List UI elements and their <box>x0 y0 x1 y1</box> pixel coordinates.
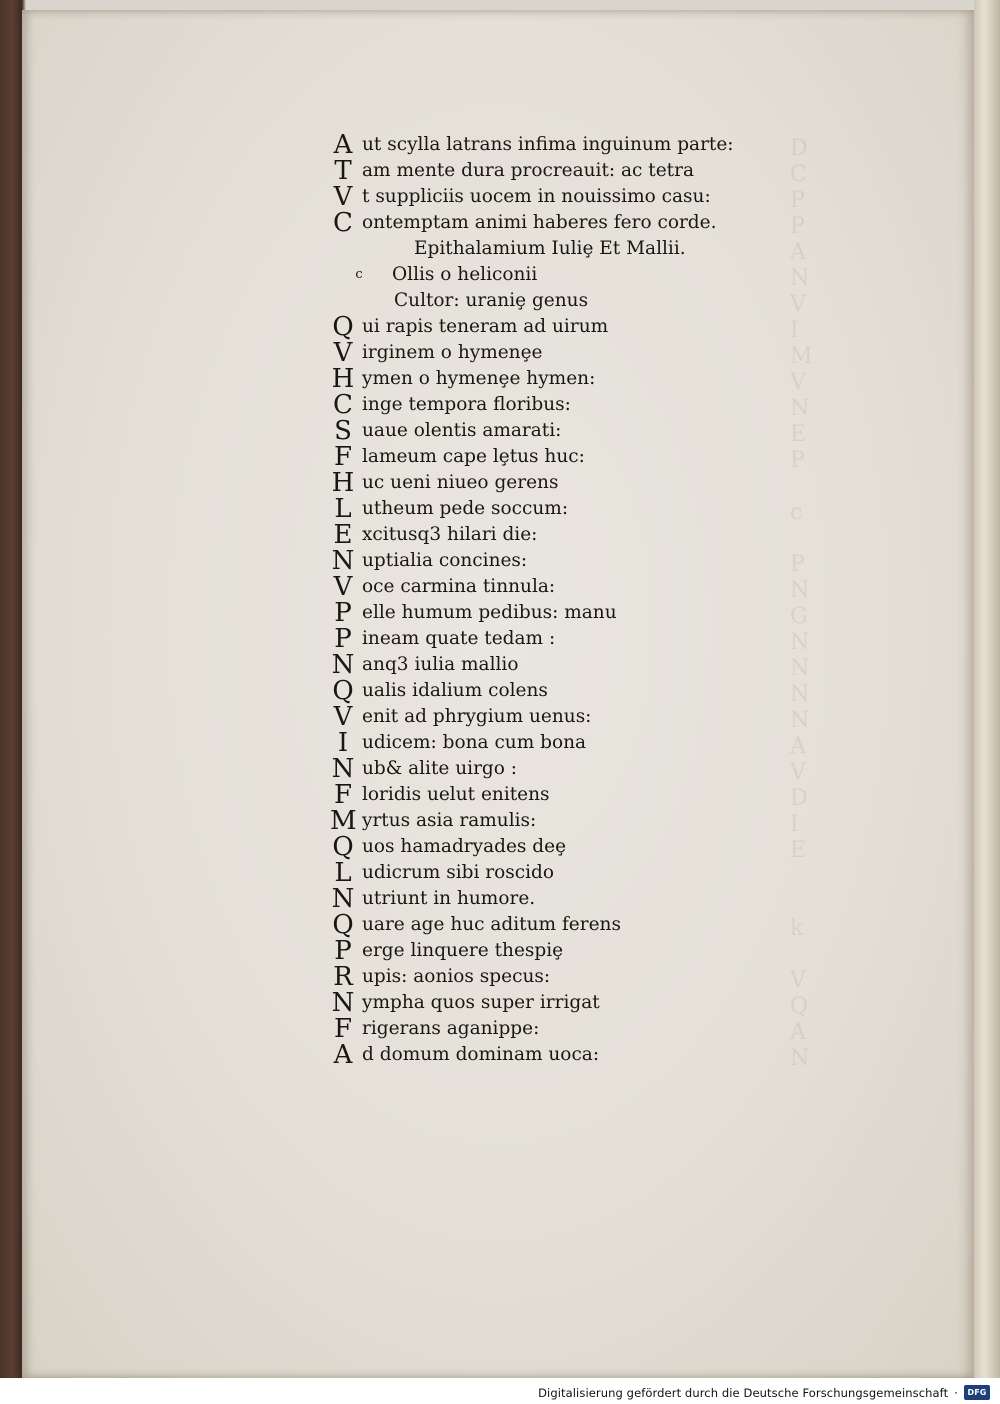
footer: Digitalisierung gefördert durch die Deutsche Forschungsgemeinschaft · DFG <box>538 1385 990 1400</box>
text-line <box>330 678 734 704</box>
line-text: uptialia concines: <box>362 550 528 571</box>
initial-letter: E <box>333 520 353 550</box>
line-text: inge tempora floribus: <box>362 394 571 415</box>
text-line <box>330 444 734 470</box>
line-text: rigerans aganippe: <box>362 1018 540 1039</box>
text-line <box>330 626 734 652</box>
initial-letter: P <box>334 936 352 966</box>
guide-letter: c <box>355 267 363 282</box>
line-text: uare age huc aditum ferens <box>362 914 621 935</box>
line-text: uaue olentis amarati: <box>362 420 562 441</box>
text-line <box>330 1042 734 1068</box>
initial-letter: F <box>333 442 353 472</box>
show-through-text: D C P P A N V I M V N E P c P N G N N N N A V D I E k V Q A N <box>790 136 813 1066</box>
text-line <box>330 470 734 496</box>
text-line <box>330 184 734 210</box>
line-text: ineam quate tedam : <box>362 628 556 649</box>
initial-letter: S <box>334 416 352 446</box>
text-line <box>330 964 734 990</box>
text-line <box>330 730 734 756</box>
text-line <box>330 366 734 392</box>
text-line <box>330 418 734 444</box>
text-line <box>330 886 734 912</box>
line-text: ymen o hymenȩe hymen: <box>362 368 596 389</box>
text-line <box>330 938 734 964</box>
line-text: xcitusq3 hilari die: <box>362 524 538 545</box>
initial-letter: P <box>334 598 352 628</box>
line-text: Epithalamium Iuliȩ Et Mallii. <box>414 238 686 259</box>
text-line <box>330 808 734 834</box>
line-text: uc ueni niueo gerens <box>362 472 559 493</box>
initial-letter: C <box>333 390 353 420</box>
text-line <box>330 392 734 418</box>
initial-letter: C <box>333 208 353 238</box>
poem-text-block <box>330 132 734 1068</box>
line-text: udicem: bona cum bona <box>362 732 587 753</box>
initial-letter: V <box>333 702 353 732</box>
line-text: am mente dura procreauit: ac tetra <box>362 160 694 181</box>
initial-letter: H <box>331 468 355 498</box>
line-text: oce carmina tinnula: <box>362 576 556 597</box>
initial-letter: L <box>334 494 352 524</box>
initial-letter: M <box>330 806 357 836</box>
text-line <box>330 912 734 938</box>
text-line <box>330 314 734 340</box>
line-text: uos hamadryades deȩ <box>362 836 567 857</box>
text-line <box>330 262 734 288</box>
initial-letter: Q <box>332 312 354 342</box>
line-text: Ollis o heliconii <box>392 264 538 285</box>
text-line <box>330 340 734 366</box>
initial-letter: V <box>333 338 353 368</box>
initial-letter: N <box>331 650 355 680</box>
page-edge <box>974 0 1000 1380</box>
line-text: ontemptam animi haberes fero corde. <box>362 212 717 233</box>
line-text: ub& alite uirgo : <box>362 758 518 779</box>
text-line <box>330 704 734 730</box>
line-text: ualis idalium colens <box>362 680 548 701</box>
initial-letter: N <box>331 884 355 914</box>
initial-letter: T <box>334 156 352 186</box>
initial-letter: N <box>331 546 355 576</box>
initial-letter: L <box>334 858 352 888</box>
line-text: irginem o hymenȩe <box>362 342 543 363</box>
dfg-logo: DFG <box>964 1385 990 1400</box>
text-line <box>330 132 734 158</box>
line-text: utheum pede soccum: <box>362 498 569 519</box>
initial-letter: N <box>331 988 355 1018</box>
text-line <box>330 210 734 236</box>
initial-letter: V <box>333 572 353 602</box>
footer-credit: Digitalisierung gefördert durch die Deutsche Forschungsgemeinschaft <box>538 1385 949 1400</box>
line-text: udicrum sibi roscido <box>362 862 555 883</box>
initial-letter: R <box>333 962 353 992</box>
initial-letter: F <box>333 1014 353 1044</box>
text-line <box>330 496 734 522</box>
text-line <box>330 1016 734 1042</box>
text-line <box>330 860 734 886</box>
line-text: t suppliciis uocem in nouissimo casu: <box>362 186 711 207</box>
initial-letter: Q <box>332 832 354 862</box>
initial-letter: A <box>333 130 353 160</box>
line-text: lameum cape lȩtus huc: <box>362 446 585 467</box>
text-line <box>330 600 734 626</box>
line-text: anq3 iulia mallio <box>362 654 519 675</box>
line-text: ui rapis teneram ad uirum <box>362 316 609 337</box>
text-line <box>330 782 734 808</box>
line-text: ympha quos super irrigat <box>362 992 600 1013</box>
initial-letter: I <box>337 728 349 758</box>
poem-title <box>330 236 734 262</box>
text-line <box>330 522 734 548</box>
line-text: loridis uelut enitens <box>362 784 550 805</box>
text-line <box>330 288 734 314</box>
line-text: utriunt in humore. <box>362 888 536 909</box>
line-text: Cultor: uraniȩ genus <box>394 290 589 311</box>
text-line <box>330 574 734 600</box>
initial-letter: P <box>334 624 352 654</box>
text-line <box>330 548 734 574</box>
initial-letter: V <box>333 182 353 212</box>
text-line <box>330 990 734 1016</box>
line-text: upis: aonios specus: <box>362 966 551 987</box>
line-text: d domum dominam uoca: <box>362 1044 600 1065</box>
text-line <box>330 158 734 184</box>
initial-letter: Q <box>332 676 354 706</box>
line-text: elle humum pedibus: manu <box>362 602 617 623</box>
line-text: yrtus asia ramulis: <box>362 810 537 831</box>
initial-letter: A <box>333 1040 353 1070</box>
initial-letter: N <box>331 754 355 784</box>
initial-letter: F <box>333 780 353 810</box>
initial-letter: H <box>331 364 355 394</box>
line-text: erge linquere thespiȩ <box>362 940 564 961</box>
line-text: ut scylla latrans infima inguinum parte: <box>362 134 734 155</box>
text-line <box>330 652 734 678</box>
text-line <box>330 756 734 782</box>
initial-letter: Q <box>332 910 354 940</box>
line-text: enit ad phrygium uenus: <box>362 706 592 727</box>
text-line <box>330 834 734 860</box>
